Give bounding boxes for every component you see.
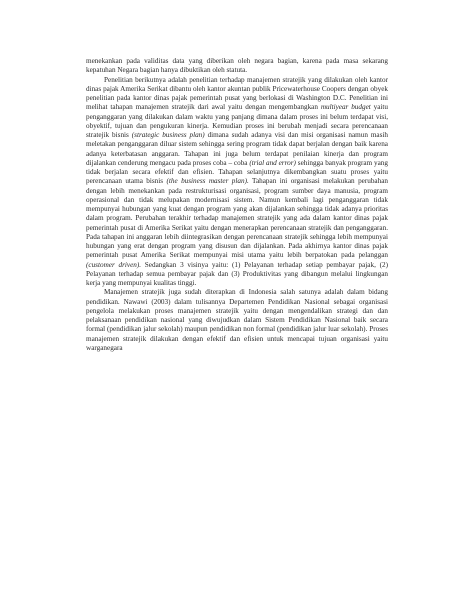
paragraph-2 — [86, 76, 388, 289]
text-segment: dimana sudah adanya visi dan misi organisasi namun masih meletakan penganggaran diluar sistem sehingga sering program tidak dapat berjalan dengan baik karena adanya keterbatasan anggaran. Tahapan ini juga belum terdapat penilaian kinerja dan program dijalankan cenderung mengacu pada proses coba – coba — [86, 131, 388, 167]
italic-term: (trial and error) — [249, 158, 296, 167]
italic-term: multiyear budget — [320, 103, 371, 112]
italic-term: (customer driven). — [86, 260, 142, 269]
text-segment: Manajemen stratejik juga sudah diterapkan di Indonesia salah satunya adalah dalam bidang pendidikan. Nawawi (2003) dalam tulisannya Departemen Pendidikan Nasional sebagai organisasi pengelola melakukan proses manajemen stratejik yaitu dengan mengendalikan strategi dan dan pelaksanaan pendidikan nasional yang diwujudkan dalam Sistem Pendidikan Nasional baik secara formal (pendidikan jalur sekolah) maupun pendidikan non formal (pendidikan jalur luar sekolah). Proses manajemen stratejik dilakukan dengan efektif dan efisien untuk mencapai tujuan organisasi yaitu warganegara — [86, 288, 388, 352]
paragraph-3 — [86, 288, 388, 353]
italic-term: (the business master plan). — [166, 177, 249, 186]
text-segment: Tahapan ini organisasi melakukan perubahan dengan lebih menekankan pada restrukturisasi organisasi, program sumber daya manusia, program operasional dan tidak melupakan modernisasi sistem. Namun kembali lagi penganggaran tidak mempunyai hubungan yang kuat dengan program yang akan dijalankan sehingga tidak adanya prioritas dalam program. Perubahan terakhir terhadap manajemen stratejik yang ada dalam kantor dinas pajak pemerintah pusat di Amerika Serikat yaitu dengan menerapkan perencanaan stratejik dan penganggaran. Pada tahapan ini anggaran lebih diintegrasikan dengan perencanaan stratejik sehingga lebih mempunyai hubungan yang erat dengan program yang disusun dan dijalankan. Pada akhirnya kantor dinas pajak pemerintah pusat Amerika Serikat mempunyai misi utama yaitu lebih berpatokan pada pelanggan — [86, 177, 388, 260]
text-segment: yaitu penganggaran yang dilakukan dalam waktu yang panjang dimana dalam proses ini belum terdapat visi, obyektif, tujuan dan pengukuran kinerja. Kemudian proses ini berubah menjadi secara perencanaan stratejik bisnis — [86, 103, 389, 139]
italic-term: (strategic business plan) — [131, 131, 205, 139]
text-segment: Penelitian berikutnya adalah penelitian terhadap manajemen stratejik yang dilakukan oleh kantor dinas pajak Amerika Serikat dibantu oleh kantor akuntan publik Pricewaterhouse Coopers dengan obyek penelitian pada kantor dinas pajak pemerintah pusat yang berlokasi di Washington D.C. Penelitian ini melihat tahapan manajemen stratejik dari awal yaitu dengan mengembangkan — [86, 75, 388, 112]
paragraph-1 — [86, 57, 388, 76]
document-page — [86, 57, 388, 353]
text-segment: Sedangkan 3 visinya yaitu: (1) Pelayanan terhadap setiap pembayar pajak, (2) Pelayanan terhadap semua pembayar pajak dan (3) Produktivitas yang dibangun melalui lingkungan kerja yang mempunyai kualitas tinggi. — [86, 260, 389, 287]
text-segment: sehingga banyak program yang tidak berjalan secara efektif dan efisien. Tahapan selanjutnya dikembangkan suatu proses yaitu perencanaan utama bisnis — [86, 158, 388, 186]
text-segment: menekankan pada validitas data yang diberikan oleh negara bagian, karena pada masa sekarang kepatuhan Negara bagian hanya dibuktikan oleh statuta. — [86, 57, 388, 75]
